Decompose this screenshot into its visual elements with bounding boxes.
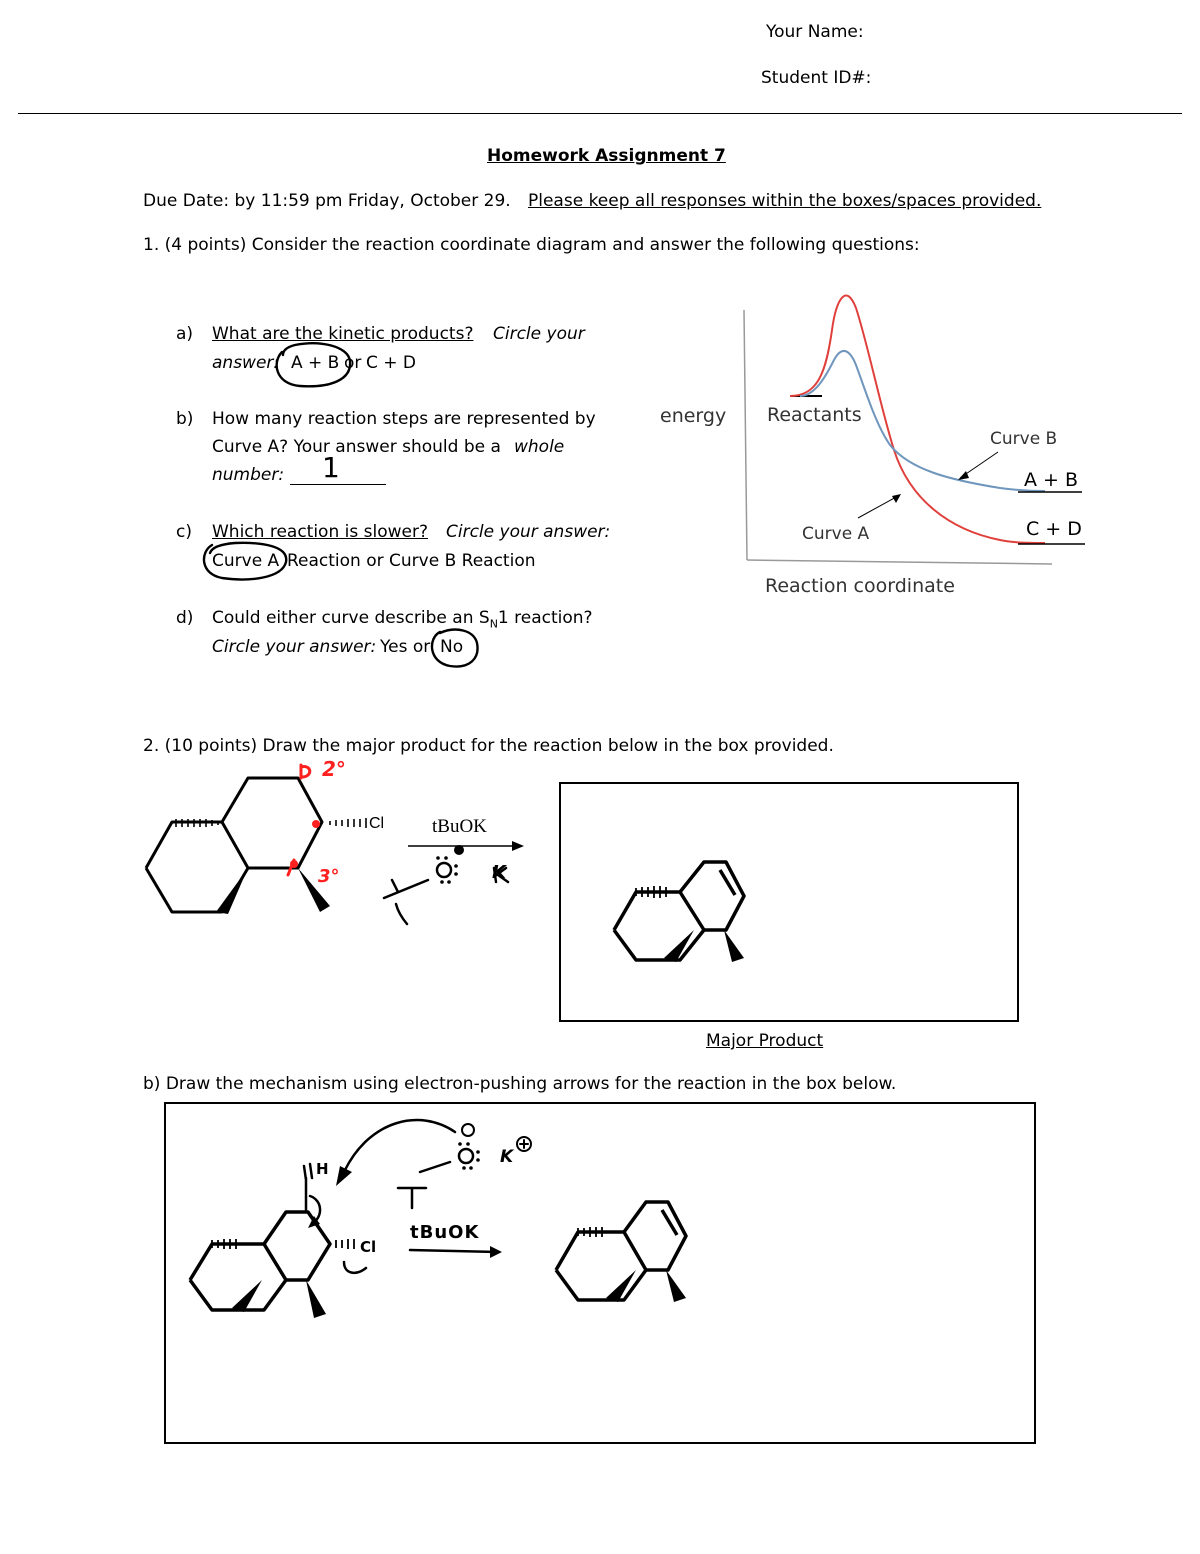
student-id-label: Student ID#: xyxy=(761,68,872,88)
due-date: Due Date: by 11:59 pm Friday, October 29. xyxy=(143,191,511,211)
page-title: Homework Assignment 7 xyxy=(487,146,726,166)
curve-b-label: Curve B xyxy=(990,429,1058,449)
q1c-option-a: Curve A xyxy=(212,551,280,571)
mech-h-label: H xyxy=(316,1160,329,1178)
q1a-question: What are the kinetic products? xyxy=(212,324,474,344)
q1d-option-yes: Yes or xyxy=(380,637,431,657)
mech-cl-label: Cl xyxy=(360,1238,377,1256)
q1d-subscript: N xyxy=(489,617,498,631)
q1b-label: b) xyxy=(176,409,194,429)
potassium-label: K xyxy=(492,862,506,883)
cd-label: C + D xyxy=(1026,518,1082,540)
due-note: Please keep all responses within the boxes/spaces provided. xyxy=(528,191,1042,211)
name-label: Your Name: xyxy=(766,22,864,42)
mech-tbuok-label: tBuOK xyxy=(410,1222,480,1243)
q1d-label: d) xyxy=(176,608,194,628)
energy-label: energy xyxy=(660,405,727,427)
q1a-or: or xyxy=(344,353,362,373)
major-product-caption: Major Product xyxy=(706,1031,824,1051)
q1b-line2-emph: whole xyxy=(514,437,565,457)
x-axis-label: Reaction coordinate xyxy=(765,575,955,597)
q1c-label: c) xyxy=(176,522,192,542)
q1a-instruction: Circle your xyxy=(493,324,585,344)
q1c-option-b: Reaction or Curve B Reaction xyxy=(287,551,536,571)
leaving-group-cl: Cl xyxy=(369,815,385,832)
q1d-question: Could either curve describe an $S_N1$ reaction? xyxy=(212,608,593,631)
q1b-line2: Curve A? Your answer should be a xyxy=(212,437,501,457)
q1d-option-no: No xyxy=(440,637,464,657)
q1b-answer: 1 xyxy=(322,451,340,484)
ab-label: A + B xyxy=(1024,469,1079,491)
q1a-option-cd: C + D xyxy=(366,353,417,373)
q1a-label: a) xyxy=(176,324,194,344)
reagent-tbuok: tBuOK xyxy=(432,816,487,837)
q1c-instruction: Circle your answer: xyxy=(446,522,611,542)
reactants-label: Reactants xyxy=(767,404,862,426)
red-3-degree: 3° xyxy=(318,866,340,887)
q1b-line1: How many reaction steps are represented by xyxy=(212,409,596,429)
q1-prompt: 1. (4 points) Consider the reaction coordinate diagram and answer the following questions: xyxy=(143,235,920,255)
q2-prompt: 2. (10 points) Draw the major product for the reaction below in the box provided. xyxy=(143,736,834,756)
q2b-prompt: b) Draw the mechanism using electron-pushing arrows for the reaction in the box below. xyxy=(143,1074,897,1094)
red-2-degree: 2° xyxy=(322,757,346,781)
q1a-instruction-2: answer: xyxy=(212,353,280,373)
q1b-line3: number: xyxy=(212,465,285,485)
q1d-instruction: Circle your answer: xyxy=(212,637,377,657)
q1a-option-ab: A + B xyxy=(291,353,340,373)
curve-a-label: Curve A xyxy=(802,524,870,544)
q1c-question: Which reaction is slower? xyxy=(212,522,428,542)
mech-k-label: K xyxy=(500,1147,514,1167)
